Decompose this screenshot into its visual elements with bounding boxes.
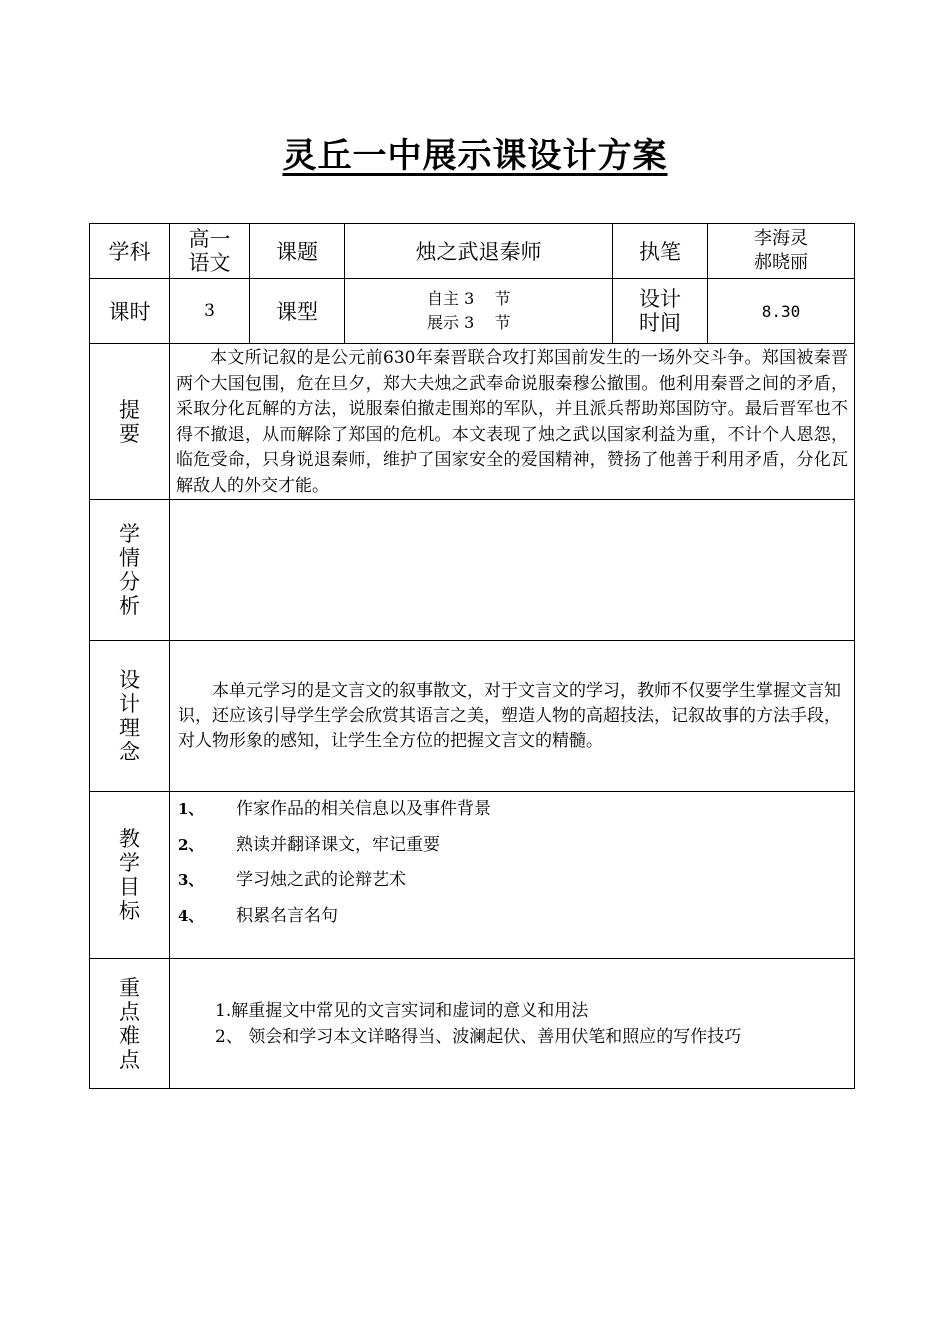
page-title: 灵丘一中展示课设计方案 (282, 136, 668, 176)
design-idea-text-cell (170, 641, 855, 792)
analysis-text (170, 500, 855, 641)
goal-number: 2、 (178, 835, 204, 854)
lesson-plan-table (89, 223, 855, 1089)
key-points-row (90, 959, 855, 1089)
goals-label-char: 教 (119, 827, 140, 851)
goal-text: 积累名言名句 (236, 905, 338, 926)
design-time-label (613, 279, 708, 344)
summary-label-char: 要 (119, 421, 140, 446)
type-line: 自主 3 节 (427, 289, 511, 308)
design-idea-label-char: 设 (119, 668, 140, 692)
second-row (90, 279, 855, 344)
author-label: 执笔 (613, 224, 708, 279)
type-label: 课型 (250, 279, 345, 344)
subject-value (170, 224, 250, 279)
key-point-item: 2、 领会和学习本文详略得当、波澜起伏、善用伏笔和照应的写作技巧 (215, 1026, 742, 1047)
goals-label-char: 标 (119, 899, 140, 923)
header-row (90, 224, 855, 279)
goals-label (90, 792, 170, 959)
type-value (345, 279, 613, 344)
summary-text-cell (170, 344, 855, 500)
summary-label-char: 提 (119, 397, 140, 422)
key-points-list (170, 959, 855, 1089)
summary-row (90, 344, 855, 500)
subject-value-line: 高一 (188, 227, 231, 251)
design-idea-label (90, 641, 170, 792)
design-idea-text: 本单元学习的是文言文的叙事散文，对于文言文的学习，教师不仅要学生掌握文言知识，还应该引导学生学会欣赏其语言之美，塑造人物的高超技法，记叙故事的方法手段，对人物形象的感知，让学生全方位的把握文言文的精髓。 (178, 680, 841, 751)
summary-label (90, 344, 170, 500)
key-points-label-char: 点 (119, 1047, 140, 1072)
goals-label-char: 学 (119, 851, 140, 875)
analysis-label (90, 500, 170, 641)
design-idea-row (90, 641, 855, 792)
goal-item (178, 869, 854, 905)
author-name: 李海灵 (754, 228, 808, 249)
goal-item (178, 905, 854, 941)
topic-value: 烛之武退秦师 (345, 224, 613, 279)
goal-number: 4、 (178, 906, 204, 925)
design-time-label-line: 时间 (639, 311, 681, 335)
goals-list (170, 792, 855, 959)
hours-label: 课时 (90, 279, 170, 344)
analysis-label-char: 学 (119, 522, 140, 546)
goals-label-char: 目 (119, 875, 140, 899)
summary-text: 本文所记叙的是公元前630年秦晋联合攻打郑国前发生的一场外交斗争。郑国被秦晋两个大国包围，危在旦夕，郑大夫烛之武奉命说服秦穆公撤围。他利用秦晋之间的矛盾，采取分化瓦解的方法，说服秦伯撤走围郑的军队，并且派兵帮助郑国防守。最后晋军也不得不撤退，从而解除了郑国的危机。本文表现了烛之武以国家利益为重，不计个人恩怨，临危受命，只身说退秦师，维护了国家安全的爱国精神，赞扬了他善于利用矛盾，分化瓦解敌人的外交才能。 (176, 348, 848, 496)
key-points-label-char: 难 (119, 1023, 140, 1048)
key-points-label (90, 959, 170, 1089)
hours-value: 3 (170, 279, 250, 344)
goal-item (178, 834, 854, 870)
design-time-label-line: 设计 (639, 287, 681, 311)
design-time-value: 8.30 (708, 279, 855, 344)
analysis-label-char: 情 (119, 546, 140, 570)
topic-label: 课题 (250, 224, 345, 279)
author-value (708, 224, 855, 279)
subject-label: 学科 (90, 224, 170, 279)
design-idea-label-char: 计 (119, 692, 140, 716)
analysis-row (90, 500, 855, 641)
author-name: 郝晓丽 (754, 252, 808, 273)
analysis-label-char: 分 (119, 570, 140, 594)
type-line: 展示 3 节 (427, 313, 511, 332)
goal-text: 熟读并翻译课文，牢记重要 (236, 834, 440, 855)
analysis-label-char: 析 (119, 594, 140, 618)
design-idea-label-char: 理 (119, 716, 140, 740)
goal-text: 学习烛之武的论辩艺术 (236, 870, 406, 890)
goals-row (90, 792, 855, 959)
subject-value-line: 语文 (188, 251, 231, 275)
key-point-item: 1.解重握文中常见的文言实词和虚词的意义和用法 (215, 1000, 589, 1021)
goal-number: 1、 (178, 800, 204, 818)
key-points-label-char: 点 (119, 999, 140, 1024)
key-points-label-char: 重 (119, 975, 140, 1000)
goal-item (178, 798, 854, 834)
goal-number: 3、 (178, 871, 204, 889)
design-idea-label-char: 念 (119, 740, 140, 764)
goal-text: 作家作品的相关信息以及事件背景 (236, 799, 491, 819)
